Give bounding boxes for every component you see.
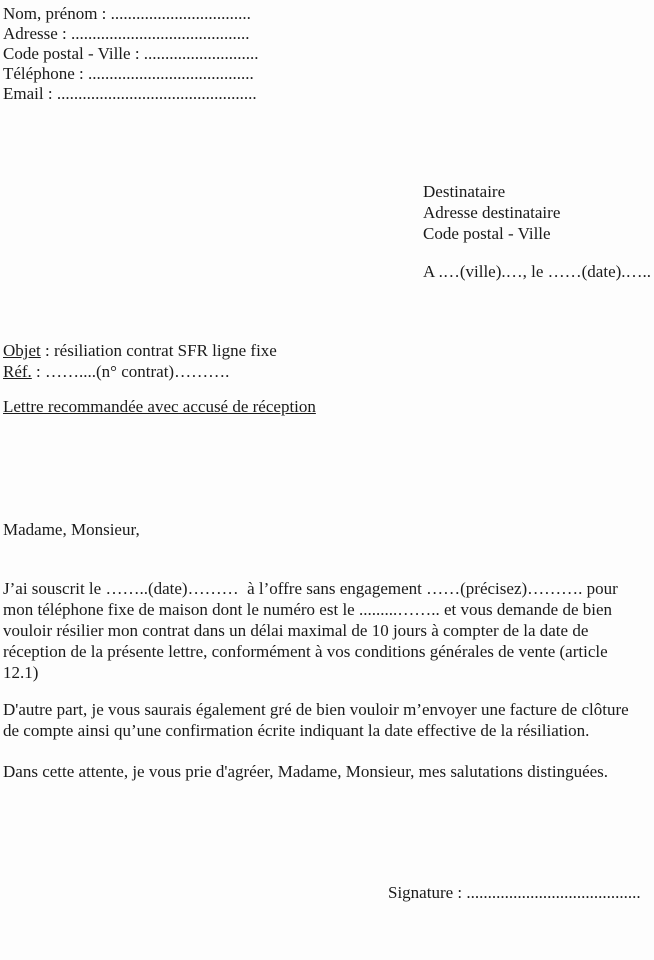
subject-text: : résiliation contrat SFR ligne fixe <box>40 341 277 360</box>
paragraph-line: réception de la présente lettre, conformément à vos conditions générales de vente (article <box>3 642 608 661</box>
recipient-block <box>423 181 651 282</box>
salutation-line: Madame, Monsieur, <box>3 520 140 539</box>
sender-block <box>3 4 259 104</box>
sender-postal-city-line: Code postal - Ville : ........................... <box>3 44 259 63</box>
sender-address-line: Adresse : .......................................... <box>3 24 250 43</box>
reference-line <box>3 361 277 382</box>
paragraph-line: J’ai souscrit le ……..(date)……… à l’offre sans engagement ……(précisez)………. pour <box>3 579 618 598</box>
paragraph-line: 12.1) <box>3 663 39 682</box>
paragraph-line: D'autre part, je vous saurais également gré de bien vouloir m’envoyer une facture de clôture <box>3 700 629 719</box>
registered-mail-line: Lettre recommandée avec accusé de réception <box>3 397 316 416</box>
reference-label: Réf. <box>3 362 32 381</box>
body-paragraph-1 <box>3 578 618 683</box>
closing-line: Dans cette attente, je vous prie d'agréer, Madame, Monsieur, mes salutations distinguées. <box>3 762 609 781</box>
subject-block <box>3 340 277 382</box>
subject-label: Objet <box>3 341 41 360</box>
reference-text: : ……....(n° contrat)………. <box>31 362 230 381</box>
place-date-line: A .…(ville).…, le ……(date).….. <box>423 262 652 281</box>
recipient-address-line: Adresse destinataire <box>423 203 561 222</box>
body-paragraph-2 <box>3 699 629 741</box>
recipient-name-line: Destinataire <box>423 182 506 201</box>
sender-name-line: Nom, prénom : ................................. <box>3 4 251 23</box>
sender-email-line: Email : ............................................... <box>3 84 257 103</box>
paragraph-line: mon téléphone fixe de maison dont le numéro est le .........…….. et vous demande de bien <box>3 600 613 619</box>
sender-phone-line: Téléphone : ....................................... <box>3 64 254 83</box>
paragraph-line: vouloir résilier mon contrat dans un délai maximal de 10 jours à compter de la date de <box>3 621 589 640</box>
paragraph-line: de compte ainsi qu’une confirmation écrite indiquant la date effective de la résiliation. <box>3 721 590 740</box>
signature-line: Signature : ......................................... <box>388 883 641 902</box>
subject-line <box>3 340 277 361</box>
recipient-postal-city-line: Code postal - Ville <box>423 224 551 243</box>
